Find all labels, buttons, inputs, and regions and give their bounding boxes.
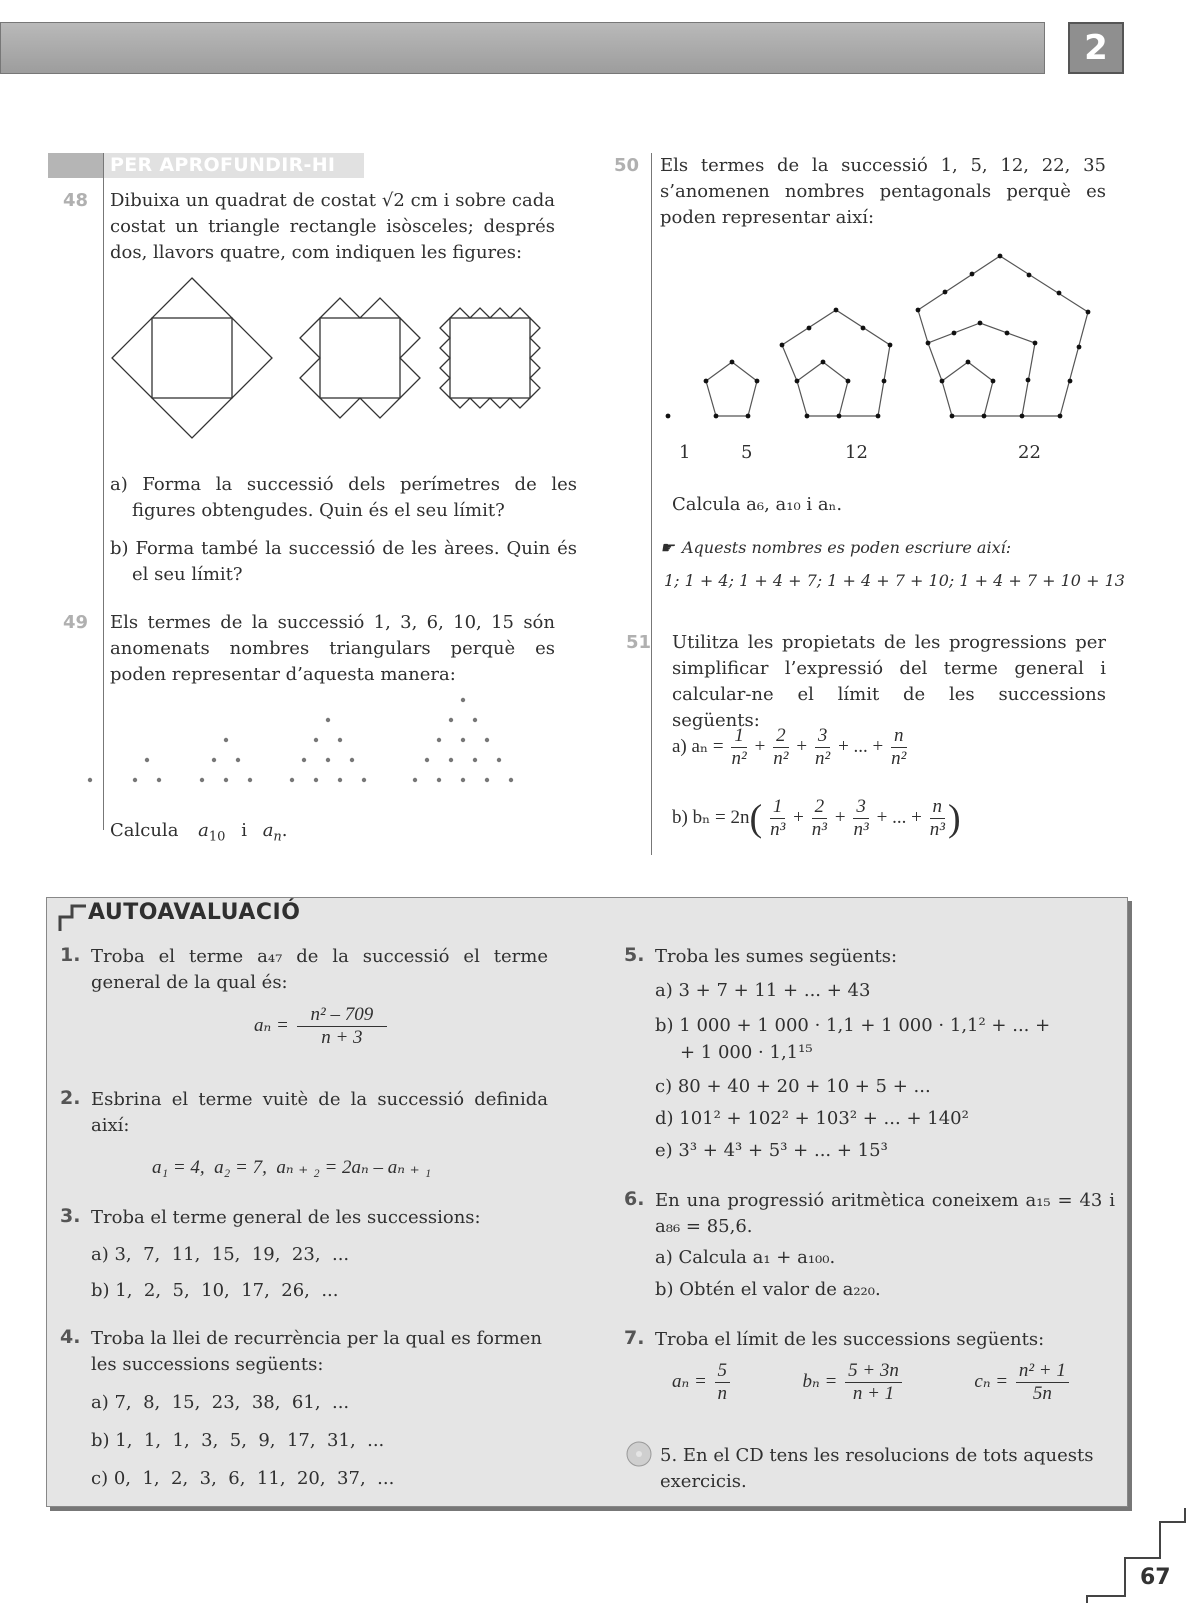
question-5-part-d: d) 101² + 102² + 103² + ... + 140² — [655, 1108, 969, 1129]
formula-numerator: n² – 709 — [297, 1004, 388, 1027]
frac-den: n² — [773, 748, 789, 769]
frac-num: 3 — [853, 796, 869, 819]
question-3-number: 3. — [60, 1205, 81, 1227]
exercise-50-series: 1; 1 + 4; 1 + 4 + 7; 1 + 4 + 7 + 10; 1 + 4 + 7 + 10 + 13 — [664, 571, 1125, 590]
pentagonal-numbers-figure — [660, 250, 1110, 430]
question-4-part-c: c) 0, 1, 2, 3, 6, 11, 20, 37, ... — [91, 1468, 395, 1489]
an-numerator: 5 — [715, 1360, 731, 1383]
frac-den: n² — [731, 748, 747, 769]
triangular-numbers-figure — [80, 690, 560, 800]
chapter-number: 2 — [1068, 22, 1124, 74]
frac-num: 2 — [812, 796, 828, 819]
question-4-part-b: b) 1, 1, 1, 3, 5, 9, 17, 31, ... — [91, 1430, 385, 1451]
exercise-51-part-b — [672, 796, 961, 841]
header-band — [0, 22, 1045, 74]
plus-sign: + — [754, 735, 766, 757]
question-1-formula — [254, 1004, 390, 1049]
frac-den: n³ — [929, 819, 945, 840]
exercise-51-part-a — [672, 725, 910, 770]
question-1-text: Troba el terme a₄₇ de la successió el terme general de la qual és: — [91, 946, 548, 993]
question-5-part-a: a) 3 + 7 + 11 + ... + 43 — [655, 980, 871, 1001]
period: . — [281, 820, 288, 841]
cn-numerator: n² + 1 — [1016, 1360, 1069, 1383]
pentagonal-label-12: 12 — [845, 442, 868, 463]
a10-subscript: 10 — [208, 829, 226, 845]
question-5-text: Troba les sumes següents: — [655, 946, 898, 967]
an-subscript: n — [273, 829, 282, 845]
frac-den: n³ — [853, 819, 869, 840]
an-symbol: a — [262, 820, 274, 841]
question-7-text: Troba el límit de les successions següents: — [655, 1329, 1045, 1350]
plus-sign: + — [796, 735, 808, 757]
exercise-51-text: Utilitza les propietats de les progressions per simplificar l’expressió del terme general i calcular-ne el límit de les successions següents: — [672, 632, 1106, 731]
frac-num: 2 — [773, 725, 789, 748]
conjunction: i — [241, 820, 247, 841]
question-5-number: 5. — [624, 944, 645, 966]
frac-num: 3 — [815, 725, 831, 748]
question-2-text: Esbrina el terme vuitè de la successió definida així: — [91, 1089, 548, 1136]
question-7-number: 7. — [624, 1327, 645, 1349]
bn-numerator: 5 + 3n — [845, 1360, 902, 1383]
a-symbol: a — [198, 820, 209, 841]
exercise-48-part-b: b) Forma també la successió de les àrees. Quin és el seu límit? — [110, 538, 577, 585]
page-corner-decoration — [1085, 1508, 1194, 1606]
autoavaluacio-corner-mark — [58, 903, 88, 933]
pentagonal-label-1: 1 — [679, 442, 691, 463]
exercise-51-rule — [651, 630, 652, 855]
pointing-hand-icon: ☛ — [660, 538, 675, 557]
an-denominator: n — [717, 1383, 728, 1404]
pentagonal-label-22: 22 — [1018, 442, 1041, 463]
exercise-50-number: 50 — [614, 155, 640, 176]
bn-lhs: bₙ = — [802, 1370, 838, 1392]
calc-label: Calcula — [110, 820, 179, 841]
formula-lhs: aₙ = — [254, 1014, 289, 1036]
pentagonal-label-5: 5 — [741, 442, 753, 463]
question-6-part-a: a) Calcula a₁ + a₁₀₀. — [655, 1247, 836, 1268]
bn-denominator: n + 1 — [852, 1383, 895, 1404]
hint-text: Aquests nombres es poden escriure així: — [682, 538, 1012, 557]
question-4-number: 4. — [60, 1326, 81, 1348]
cd-icon — [626, 1441, 652, 1467]
exercise-50-hint — [660, 535, 1011, 561]
exercise-48-part-a: a) Forma la successió dels perímetres de les figures obtengudes. Quin és el seu límit? — [110, 474, 577, 521]
question-3-part-a: a) 3, 7, 11, 15, 19, 23, ... — [91, 1244, 350, 1265]
frac-num: 1 — [770, 796, 786, 819]
exercise-50-calc: Calcula a₆, a₁₀ i aₙ. — [672, 494, 843, 515]
section-title: PER APROFUNDIR-HI — [48, 153, 364, 178]
question-2-formula: a₁ = 4, a₂ = 7, aₙ ₊ ₂ = 2aₙ – aₙ ₊ ₁ — [152, 1157, 432, 1178]
right-paren: ) — [948, 797, 961, 840]
question-5-part-c: c) 80 + 40 + 20 + 10 + 5 + ... — [655, 1076, 931, 1097]
exercise-48-figures — [110, 272, 550, 448]
frac-den: n² — [814, 748, 831, 769]
question-3-part-b: b) 1, 2, 5, 10, 17, 26, ... — [91, 1280, 339, 1301]
question-6-text: En una progressió aritmètica coneixem a₁₅ = 43 i a₈₆ = 85,6. — [655, 1190, 1115, 1237]
an-lhs: aₙ = — [672, 1370, 707, 1392]
exercise-51-number: 51 — [626, 632, 652, 653]
question-4-text: Troba la llei de recurrència per la qual es formen les successions següents: — [91, 1328, 542, 1375]
question-4-part-a: a) 7, 8, 15, 23, 38, 61, ... — [91, 1392, 350, 1413]
exercise-49-calc — [110, 818, 288, 851]
formula-denominator: n + 3 — [321, 1027, 363, 1048]
left-paren: ( — [749, 797, 763, 840]
exercise-49-text: Els termes de la successió 1, 3, 6, 10, 15 són anomenats nombres triangulars perquè es poden representar d’aquesta manera: — [110, 612, 555, 685]
question-3-text: Troba el terme general de les successions: — [91, 1207, 481, 1228]
question-6-number: 6. — [624, 1188, 645, 1210]
ellipsis-plus: + ... + — [876, 806, 922, 828]
cn-denominator: 5n — [1032, 1383, 1052, 1404]
question-5-part-b1: b) 1 000 + 1 000 · 1,1 + 1 000 · 1,1² + ... + — [655, 1015, 1051, 1036]
frac-den: n³ — [811, 819, 827, 840]
question-5-part-b2: + 1 000 · 1,1¹⁵ — [680, 1042, 813, 1063]
exercise-48-number: 48 — [63, 190, 89, 211]
exercise-49-number: 49 — [63, 612, 89, 633]
cn-lhs: cₙ = — [974, 1370, 1009, 1392]
page-number: 67 — [1140, 1565, 1171, 1590]
plus-sign: + — [793, 806, 804, 828]
plus-sign: + — [834, 806, 846, 828]
question-5-part-e: e) 3³ + 4³ + 5³ + ... + 15³ — [655, 1140, 888, 1161]
frac-den: n³ — [770, 819, 786, 840]
question-6-part-b: b) Obtén el valor de a₂₂₀. — [655, 1279, 881, 1300]
ellipsis-plus: + ... + — [838, 735, 884, 757]
exercise-48-text: Dibuixa un quadrat de costat √2 cm i sobre cada costat un triangle rectangle isòsceles; després dos, llavors quatre, com indiquen les figures: — [110, 190, 555, 263]
exercise-50-text: Els termes de la successió 1, 5, 12, 22, 35 s’anomenen nombres pentagonals perquè es poden representar així: — [660, 155, 1106, 228]
question-1-number: 1. — [60, 944, 81, 966]
a-label: a) aₙ = — [672, 735, 724, 757]
autoavaluacio-title: AUTOAVALUACIÓ — [88, 900, 301, 925]
cd-note: 5. En el CD tens les resolucions de tots aquests exercicis. — [660, 1445, 1094, 1492]
figure-square-4-triangles — [112, 278, 272, 438]
figure-square-16-triangles — [440, 308, 540, 408]
figure-square-8-triangles — [300, 298, 420, 418]
question-2-number: 2. — [60, 1087, 81, 1109]
frac-num: 1 — [731, 725, 747, 748]
frac-num: n — [930, 796, 946, 819]
b-label: b) bₙ = 2n — [672, 806, 750, 828]
frac-den: n² — [891, 748, 907, 769]
question-7-formulas — [672, 1360, 1112, 1405]
frac-num: n — [891, 725, 907, 748]
